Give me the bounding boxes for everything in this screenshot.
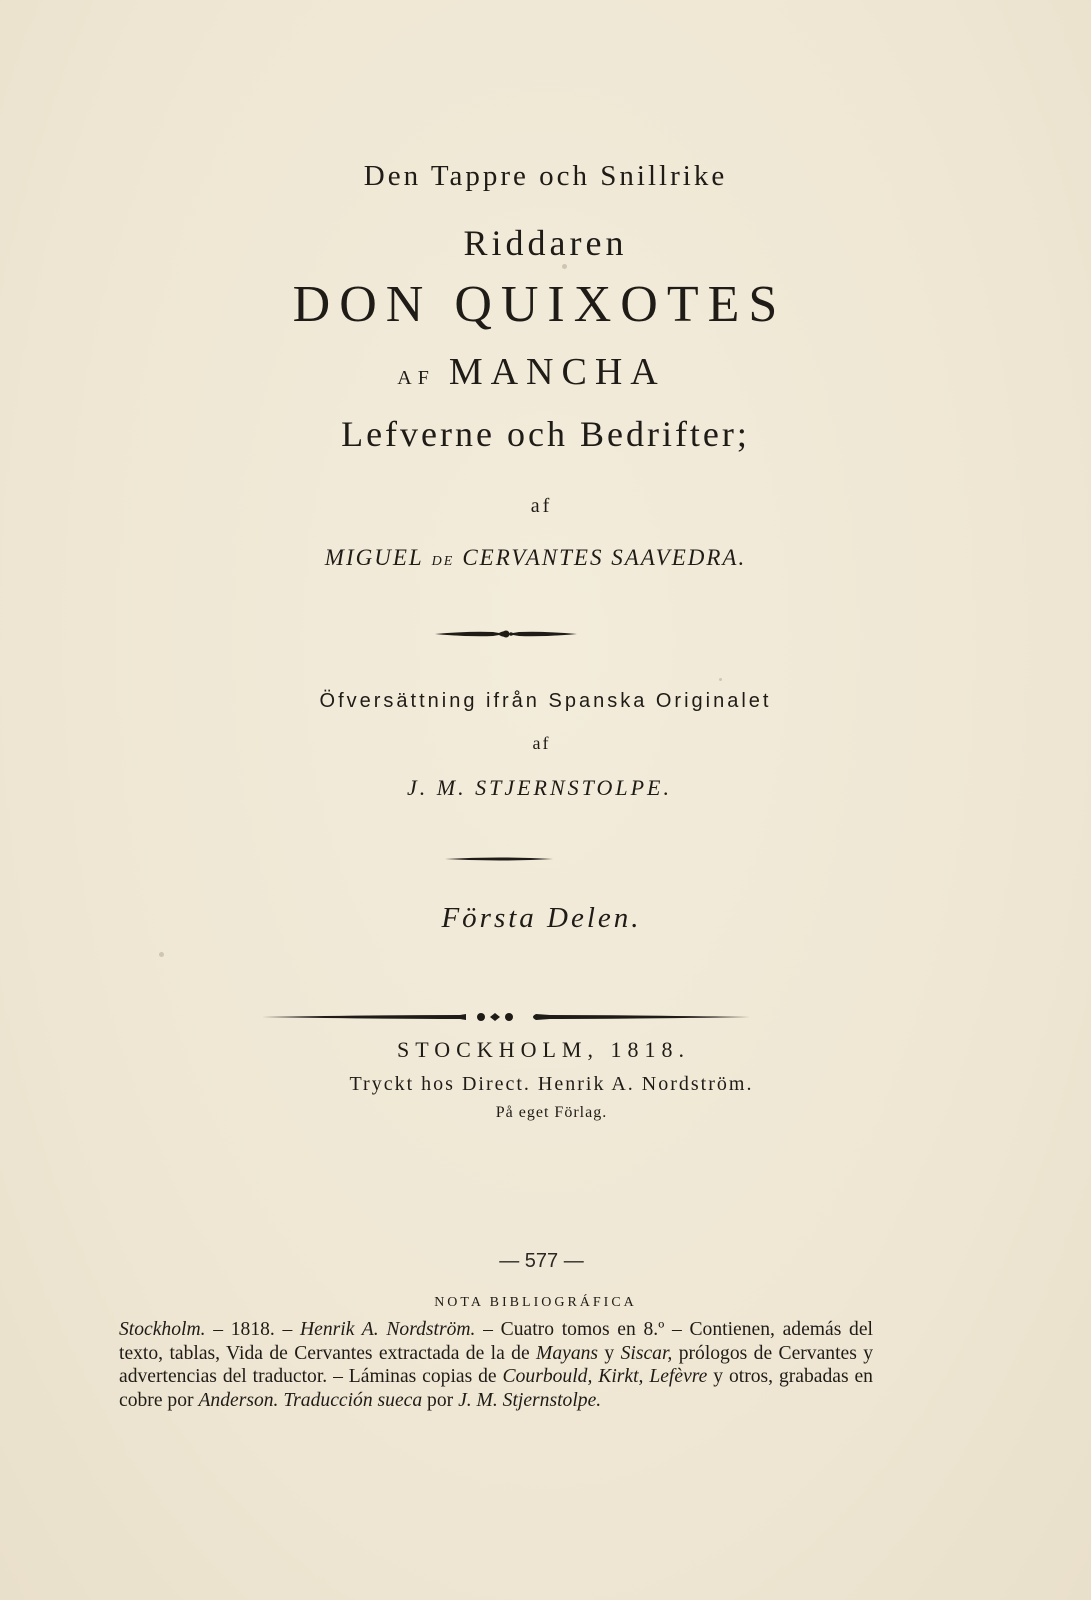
note-part: y	[598, 1342, 621, 1364]
translation-line: Öfversättning ifrån Spanska Originalet	[319, 690, 772, 712]
translator-name: J. M. STJERNSTOLPE.	[407, 775, 672, 800]
note-part: Mayans	[536, 1342, 599, 1364]
note-part: Stockholm.	[119, 1319, 206, 1340]
title-mancha: MANCHA	[448, 351, 666, 393]
note-part: por	[422, 1389, 459, 1411]
ornament-rule-2	[444, 855, 554, 863]
paper-speck	[719, 678, 722, 681]
title-lefverne: Lefverne och Bedrifter;	[341, 414, 750, 454]
note-part: – 1818. –	[205, 1319, 301, 1340]
title-main: DON QUIXOTES	[292, 276, 787, 333]
page-number: — 577 —	[499, 1250, 584, 1272]
note-part: Siscar,	[620, 1342, 673, 1364]
bibliographic-note	[119, 1318, 873, 1412]
note-part: y otros, grabadas en cobre por	[119, 1366, 873, 1411]
note-part: – Cuatro tomos en 8.º – Contienen, además del texto, tablas, Vida de Cervantes extractada de la de	[119, 1319, 873, 1364]
paper-speck	[159, 952, 164, 957]
author-line	[0, 545, 1081, 571]
title-riddaren: Riddaren	[463, 223, 628, 263]
imprint-place: STOCKHOLM, 1818.	[396, 1037, 690, 1062]
author-last: CERVANTES SAAVEDRA.	[462, 545, 747, 570]
title-mancha-line	[0, 350, 1077, 394]
note-part: Anderson.	[198, 1389, 279, 1411]
note-part: prólogos de Cervantes y advertencias del traductor. – Láminas copias de	[119, 1342, 874, 1387]
paper-speck	[562, 264, 567, 269]
note-part: Traducción sueca	[283, 1389, 423, 1411]
ornament-rule-1	[433, 626, 579, 642]
title-af-2: af	[532, 733, 551, 753]
note-heading: NOTA BIBLIOGRÁFICA	[434, 1295, 637, 1310]
author-first: MIGUEL	[324, 545, 424, 570]
note-part: J. M. Stjernstolpe.	[458, 1389, 602, 1411]
title-af-1: af	[530, 495, 553, 517]
note-part: Courbould, Kirkt, Lefèvre	[502, 1366, 708, 1387]
author-de: DE	[431, 554, 455, 569]
part-title: Första Delen.	[441, 902, 642, 934]
note-part: Henrik A. Nordström.	[300, 1319, 476, 1340]
imprint-printer: Tryckt hos Direct. Henrik A. Nordström.	[349, 1073, 754, 1095]
ornament-rule-3	[260, 1010, 752, 1024]
title-subtitle: Den Tappre och Snillrike	[363, 160, 728, 192]
imprint-publisher: På eget Förlag.	[495, 1104, 608, 1121]
title-af-small: AF	[397, 367, 435, 389]
